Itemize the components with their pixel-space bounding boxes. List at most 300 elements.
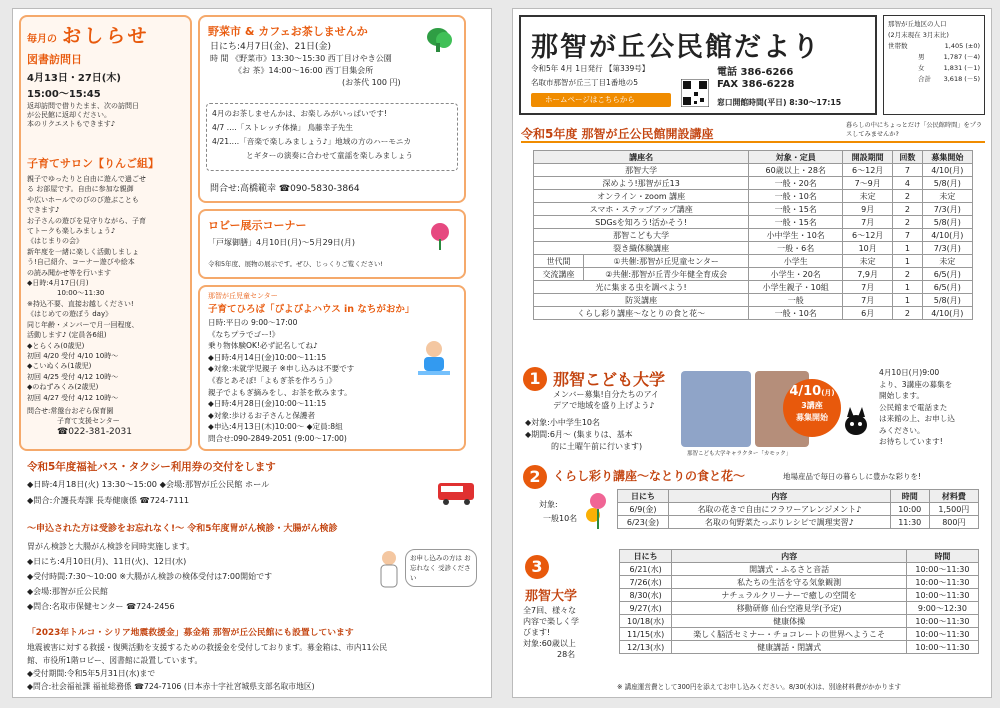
salon-line: 同じ年齢・メンバーで月一回程度、 [27, 320, 139, 329]
nachi-content: 私たちの生活を守る気象観測 [672, 576, 907, 589]
course-start: 7/3(月) [922, 242, 972, 255]
lobby-line2: 令和5年度、展物の展示です。ぜひ、じっくりご覧ください! [208, 260, 383, 268]
nachi-section [521, 545, 985, 695]
courses-table [533, 150, 973, 320]
course-count: 1 [893, 255, 922, 268]
nachi-time: 10:00～11:30 [906, 615, 978, 628]
population-row [888, 41, 980, 52]
nachi-row [620, 563, 979, 576]
kurashi-body [618, 503, 979, 529]
nachi-time: 10:00～11:30 [906, 576, 978, 589]
kurashi-col-time: 時間 [890, 490, 929, 503]
kurashi-header-row [618, 490, 979, 503]
nachi-content: 健康体操 [672, 615, 907, 628]
course-start: 4/10(月) [922, 307, 972, 320]
kurashi-col-fee: 材料費 [929, 490, 978, 503]
course-name: 深めよう!那智が丘13 [534, 177, 749, 190]
courses-body [534, 164, 973, 320]
kurashi-content: 名取の旬野菜たっぷりレシピで調理実習♪ [668, 516, 890, 529]
salon-lines [27, 174, 192, 437]
kodomo-info-line: お待ちしています! [879, 437, 943, 446]
flower-icon [426, 221, 454, 251]
course-target: 小学生親子・10組 [749, 281, 843, 294]
badge-line1: 3講座 [801, 401, 823, 410]
course-start: 未定 [922, 190, 972, 203]
course-row [534, 268, 973, 281]
market-contact: 問合せ:高橋範幸 ☎090-5830-3864 [210, 184, 360, 194]
courses-title: 令和5年度 那智が丘公民館開設講座 [521, 127, 714, 141]
kurashi-target2: 一般10名 [543, 514, 578, 523]
market-fee: (お茶代 100 円) [342, 78, 401, 87]
course-period: 9月 [843, 203, 893, 216]
masthead-tel: 電話 386-6266 [717, 67, 794, 78]
nachi-col-date: 日にち [620, 550, 672, 563]
salon-line: 初回 4/25 受付 4/12 10時～ [27, 372, 119, 381]
population-label: 世帯数 [888, 42, 908, 50]
nachi-date: 6/21(水) [620, 563, 672, 576]
nachi-line: びます! [523, 628, 551, 637]
kurashi-number: 2 [523, 465, 547, 489]
course-count: 1 [893, 242, 922, 255]
population-title: 那智が丘地区の人口 [888, 20, 947, 28]
nachi-body [620, 563, 979, 654]
course-group: 交流講座 [534, 268, 584, 281]
kurashi-date: 6/23(金) [618, 516, 669, 529]
vegetable-icon [424, 23, 456, 53]
salon-line: ◆こいぬくみ(1歳児) [27, 362, 92, 371]
course-count: 7 [893, 229, 922, 242]
kurashi-target: 対象: [539, 500, 558, 509]
course-name: 那智大学 [534, 164, 749, 177]
course-start: 未定 [922, 255, 972, 268]
course-name: 光に集まる虫を調べよう! [534, 281, 749, 294]
salon-section [27, 155, 192, 437]
kurashi-col-content: 内容 [668, 490, 890, 503]
library-title: 図書訪問日 [27, 53, 82, 66]
course-count: 1 [893, 294, 922, 307]
salon-line: ◆のねずみくみ(2歳児) [27, 383, 99, 392]
nachi-number: 3 [525, 555, 549, 579]
kodomo-period: ◆期間:6月～ (集まりは、基本 [525, 430, 633, 439]
course-start: 4/10(月) [922, 164, 972, 177]
kurashi-table [617, 489, 979, 529]
course-count: 1 [893, 281, 922, 294]
kodomo-line: デアで地域を盛り上げよう♪ [553, 401, 655, 410]
salon-line: 《はじまりの会》 [27, 237, 83, 246]
library-line: が公民館に返却ください。 [27, 111, 111, 119]
kodomo-info [879, 367, 985, 448]
course-row [534, 307, 973, 320]
kurashi-title: くらし彩り講座～なとりの食と花～ [553, 469, 746, 483]
nachi-date: 11/15(水) [620, 628, 672, 641]
nachi-title: 那智大学 [525, 589, 578, 604]
course-period: 7月 [843, 281, 893, 294]
library-line: 返却訪問で借りたまま、次の訪問日 [27, 102, 139, 110]
bus-line2: ◆問合:介護長寿課 長寿健康係 ☎724-7111 [27, 495, 190, 505]
col-start: 募集開始 [922, 151, 972, 164]
header-big: おしらせ [62, 25, 150, 47]
flower-vegetable-icon [583, 491, 613, 531]
course-name: くらし彩り講座～なとりの食と花～ [534, 307, 749, 320]
pyonpyon-sub: 那智が丘児童センター [208, 292, 278, 300]
course-count: 2 [893, 216, 922, 229]
kodomo-info-line: みください。 [879, 425, 925, 435]
pyonpyon-line: 日時:平日の 9:00～17:00 [208, 318, 298, 327]
market-title: 野菜市 & カフェお茶しませんか [208, 25, 368, 38]
salon-line: や広いホールでのびのび遊ぶことも [27, 195, 139, 204]
kurashi-time: 11:30 [890, 516, 929, 529]
lobby-line1: 「戸塚御膳」4月10日(月)～5月29日(月) [208, 238, 356, 247]
nachi-content: 開講式・ふるさと音話 [672, 563, 907, 576]
course-target: 一般・10名 [749, 307, 843, 320]
course-row [534, 164, 973, 177]
salon-line: ◆とらくみ(0歳児) [27, 341, 85, 350]
left-page [12, 8, 492, 698]
pyonpyon-line: 《春とあそぼ!「よもぎ茶を作ろう」》 [208, 375, 337, 385]
kurashi-row [618, 516, 979, 529]
course-row [534, 294, 973, 307]
salon-line: 初回 4/27 受付 4/12 10時～ [27, 393, 119, 402]
course-target: 一般・10名 [749, 190, 843, 203]
nachi-content: ナチュラルクリーナーで癒しの空間を [672, 589, 907, 602]
nachi-date: 7/26(水) [620, 576, 672, 589]
market-date: 日にち:4月7日(金)、21日(金) [210, 42, 331, 52]
course-target: 小学生・20名 [749, 268, 843, 281]
course-period: 7月 [843, 294, 893, 307]
library-line: 本のリクエストもできます♪ [27, 120, 116, 128]
kodomo-info-line: より、3講座の募集を [879, 379, 953, 389]
relief-line: ◆問合:社会福祉課 福祉総務係 ☎724-7106 (日本赤十字社宮城県支部名取市地区) [27, 682, 315, 691]
kodomo-photo [681, 371, 751, 447]
col-period: 開設期間 [843, 151, 893, 164]
course-count: 2 [893, 190, 922, 203]
nurse-icon [377, 549, 401, 589]
course-name: スマホ・ステップアップ講座 [534, 203, 749, 216]
cancer-line: ◆問合:名取市保健センター ☎724-2456 [27, 602, 175, 611]
pyonpyon-line: ◆日時:4月28日(金)10:00～11:15 [208, 399, 327, 409]
cancer-line: ◆日にち:4月10日(月)、11日(火)、12日(水) [27, 557, 187, 566]
nachi-row [620, 589, 979, 602]
masthead [519, 15, 877, 115]
course-target: 一般・20名 [749, 177, 843, 190]
salon-line: 初回 4/20 受付 4/10 10時～ [27, 351, 119, 360]
masthead-address: 名取市那智が丘三丁目1番地の5 [531, 78, 639, 87]
nachi-header-row [620, 550, 979, 563]
course-count: 2 [893, 203, 922, 216]
population-value: 1,787 (－4) [943, 53, 980, 61]
relief-panel [19, 625, 481, 695]
salon-line: てトークも楽しみましょう♪ [27, 227, 116, 236]
badge-line2: 募集開始 [796, 413, 828, 422]
market-panel [198, 15, 466, 203]
course-group: 世代間 [534, 255, 584, 268]
course-row [534, 242, 973, 255]
kodomo-target: ◆対象:小中学生10名 [525, 418, 601, 427]
salon-line: ◆日時:4月17日(月) [27, 279, 89, 288]
header-small: 毎月の [27, 34, 57, 45]
lobby-panel [198, 209, 466, 279]
pyonpyon-line: ◆日時:4月14日(金)10:00～11:15 [208, 352, 327, 362]
badge-date-text: 4/10 [789, 384, 822, 399]
course-period: 6月 [843, 307, 893, 320]
salon-line: う!自己紹介、コーナー遊びや絵本 [27, 258, 135, 267]
kurashi-fee: 800円 [929, 516, 978, 529]
nachi-date: 9/27(水) [620, 602, 672, 615]
course-row [534, 203, 973, 216]
cancer-line: ◆会場:那智が丘公民館 [27, 587, 108, 596]
course-start: 7/3(月) [922, 203, 972, 216]
nachi-time: 10:00～11:30 [906, 628, 978, 641]
library-time: 15:00～15:45 [27, 89, 101, 100]
kurashi-section [521, 463, 985, 541]
salon-line: できます♪ [27, 206, 60, 215]
population-row [888, 63, 980, 74]
nachi-col-content: 内容 [672, 550, 907, 563]
nachi-content: 健康講話・閉講式 [672, 641, 907, 654]
cancer-line: ◆受付時間:7:30～10:00 ※大腸がん検診の検体受付は7:00開始です [27, 572, 273, 581]
salon-title: 子育てサロン【りんご組】 [27, 157, 159, 170]
population-value: 1,831 (－1) [943, 64, 980, 72]
pyonpyon-title: 子育てひろば「ぴよぴよハウス in なちがおか」 [208, 304, 415, 315]
kodomo-desc [553, 389, 659, 411]
nachi-date: 12/13(水) [620, 641, 672, 654]
cancer-bubble: お申し込みの方は お忘れなく 受診ください [405, 549, 477, 587]
pyonpyon-line: 問合せ:090-2849-2051 (9:00～17:00) [208, 433, 347, 443]
course-target: 小学生 [749, 255, 843, 268]
courses-aside: 暮らしの中にちょっとだけ「公民館時間」をプラスしてみませんか? [846, 122, 983, 138]
course-target: 一般・6名 [749, 242, 843, 255]
oshirase-header [27, 21, 150, 48]
cancer-lines [27, 539, 272, 614]
course-start: 6/5(月) [922, 268, 972, 281]
salon-line: 問合せ:常盤台おぞら保育園 [27, 406, 114, 415]
course-name: ①共催:那智が丘児童センター [584, 255, 749, 268]
population-box [883, 15, 985, 115]
qr-code-icon[interactable] [681, 79, 709, 107]
salon-line: 親子でゆったりと自由に遊んで過ごせ [27, 175, 146, 183]
library-notes [27, 102, 187, 129]
nachi-time: 9:00～12:30 [906, 602, 978, 615]
course-start: 6/5(月) [922, 281, 972, 294]
course-count: 7 [893, 164, 922, 177]
pyonpyon-line: 《なちプラでゴー!》 [208, 329, 280, 339]
course-row [534, 177, 973, 190]
salon-line: の読み聞かせ等を行います [27, 268, 111, 277]
cancer-panel [19, 521, 481, 625]
market-note: 4/21‥‥「音楽で楽しみましょう♪」地域の方のハーモニカ [212, 137, 412, 146]
nachi-row [620, 641, 979, 654]
kodomo-info-line: 4月10日(月)9:00 [879, 368, 940, 377]
pyonpyon-line: ◆対象:歩けるお子さんと保護者 [208, 410, 316, 420]
kodomo-section [521, 365, 985, 461]
kodomo-caption: 那智こども大学キャラクター「カモック」 [687, 451, 792, 457]
kamokku-mascot-icon [841, 405, 871, 437]
course-target: 一般・15名 [749, 216, 843, 229]
population-label: 合計 [918, 75, 931, 83]
relief-line: ◆受付期間:令和5年5月31日(水)まで [27, 669, 156, 678]
population-value: 1,405 (±0) [944, 42, 980, 50]
nachi-col-time: 時間 [906, 550, 978, 563]
salon-line: 活動します♪ (定員各6組) [27, 331, 107, 340]
nachi-time: 10:00～11:30 [906, 589, 978, 602]
lobby-title: ロビー展示コーナー [208, 219, 307, 232]
course-row [534, 216, 973, 229]
nachi-content: 移動研修 仙台空港見学(予定) [672, 602, 907, 615]
course-period: 7,9月 [843, 268, 893, 281]
kodomo-title: 那智こども大学 [553, 370, 666, 389]
kodomo-number: 1 [523, 367, 547, 391]
salon-line: る お部屋です。自由に参加な親御 [27, 185, 134, 194]
course-target: 一般・15名 [749, 203, 843, 216]
course-count: 2 [893, 268, 922, 281]
population-label: 男 [918, 53, 925, 61]
course-period: 6～12月 [843, 229, 893, 242]
course-name: ②共催:那智が丘青少年健全育成会 [584, 268, 749, 281]
nachi-line: 対象:60歳以上 [523, 639, 576, 648]
kodomo-info-line: 開始します。 [879, 391, 924, 400]
bus-icon [437, 481, 477, 507]
nachi-desc [523, 605, 579, 660]
child-illustration [414, 337, 454, 377]
masthead-hours: 窓口開館時間(平日) 8:30～17:15 [717, 98, 842, 107]
pyonpyon-panel [198, 285, 466, 451]
kurashi-fee: 1,500円 [929, 503, 978, 516]
course-start: 5/8(月) [922, 294, 972, 307]
nachi-content: 楽しく脳活セミナー・チョコレートの世界へようこそ [672, 628, 907, 641]
salon-line: 子育て支援センター [57, 417, 120, 426]
course-row [534, 281, 973, 294]
pyonpyon-line: ◆申込:4月13日(木)10:00～ ◆定員:8組 [208, 422, 343, 432]
course-row [534, 229, 973, 242]
masthead-title: 那智が丘公民館だより [531, 32, 821, 63]
course-name: SDGsを知ろう!活かそう! [534, 216, 749, 229]
course-name: 防災講座 [534, 294, 749, 307]
badge-date [783, 385, 841, 400]
course-count: 4 [893, 177, 922, 190]
market-time1: 時 間 《野菜市》13:30～15:30 西丁目けやき公園 [210, 54, 392, 63]
market-note: 4/7 ‥‥「ストレッチ体操」 鳥藤幸子先生 [212, 123, 354, 132]
library-dates: 4月13日・27日(木) [27, 73, 121, 84]
pyonpyon-line: 乗り物体験OK!必ず記名してね♪ [208, 341, 318, 351]
market-notes [206, 103, 458, 171]
market-note: とギターの演奏に合わせて童謡を楽しみましょう [246, 151, 413, 160]
pyonpyon-lines [208, 317, 354, 445]
cancer-line: 胃がん検診と大腸がん検診を同時実施します。 [27, 542, 195, 551]
course-period: 7月 [843, 216, 893, 229]
course-count: 2 [893, 307, 922, 320]
salon-line: 《はじめての遊ぼう day》 [27, 310, 113, 319]
kurashi-tag: 地場産品で毎日の暮らしに豊かな彩りを! [783, 472, 922, 481]
course-name: オンライン・zoom 講座 [534, 190, 749, 203]
kodomo-line: メンバー募集!自分たちのアイ [553, 390, 659, 399]
course-start: 4/10(月) [922, 229, 972, 242]
bus-title: 令和5年度福祉バス・タクシー利用券の交付をします [27, 461, 276, 473]
cancer-title: ～申込された方は受診をお忘れなく!～ 令和5年度胃がん検診・大腸がん検診 [27, 524, 338, 534]
course-start: 5/8(月) [922, 177, 972, 190]
kurashi-time: 10:00 [890, 503, 929, 516]
course-period: 未定 [843, 255, 893, 268]
course-period: 未定 [843, 190, 893, 203]
kodomo-info-line: 公民館まで電話また [879, 402, 948, 412]
courses-header-row [534, 151, 973, 164]
right-page [512, 8, 992, 698]
relief-line: 館、市役所1階ロビー、図書館に設置しています。 [27, 656, 203, 665]
nachi-line: 内容で楽しく学 [523, 617, 579, 626]
kurashi-date: 6/9(金) [618, 503, 669, 516]
masthead-issue: 令和5年 4月 1日発行 【第339号】 [531, 64, 650, 73]
kodomo-badge [783, 379, 841, 437]
courses-heading [521, 123, 985, 143]
salon-line: ※持込不要、直接お越しください! [27, 299, 134, 308]
homepage-link[interactable]: ホームページはこちらから [531, 93, 671, 107]
col-target: 対象・定員 [749, 151, 843, 164]
pyonpyon-line: ◆対象:未就学児親子 ※申し込みは不要です [208, 364, 355, 374]
nachi-row [620, 628, 979, 641]
kurashi-col-date: 日にち [618, 490, 669, 503]
population-row [888, 52, 980, 63]
population-sub: (2月末現在 3月末比) [888, 31, 949, 39]
nachi-date: 8/30(水) [620, 589, 672, 602]
col-count: 回数 [893, 151, 922, 164]
course-target: 一般 [749, 294, 843, 307]
kurashi-row [618, 503, 979, 516]
nachi-row [620, 615, 979, 628]
pyonpyon-line: 親子でよもぎ摘みをし、お茶を飲みます。 [208, 387, 352, 397]
population-label: 女 [918, 64, 925, 72]
course-row [534, 255, 973, 268]
salon-line: お子さんの遊びを見守りながら、子育 [27, 216, 146, 225]
nachi-footnote: ※ 講座運営費として300円を添えてお申し込みください。8/30(水)は、別途材料費がかかります [617, 683, 902, 691]
course-name: 裂き織体験講座 [534, 242, 749, 255]
salon-line: ☎022-381-2031 [57, 426, 132, 437]
nachi-line: 28名 [557, 650, 576, 659]
market-time2: 《お 茶》14:00～16:00 西丁目集会所 [234, 66, 374, 75]
course-name: 那智こども大学 [534, 229, 749, 242]
library-section [27, 51, 187, 129]
course-row [534, 190, 973, 203]
course-target: 60歳以上・28名 [749, 164, 843, 177]
population-row [888, 74, 980, 85]
oshirase-panel [19, 15, 192, 451]
nachi-date: 10/18(水) [620, 615, 672, 628]
relief-title: 「2023年トルコ・シリア地震救援金」募金箱 那智が丘公民館にも設置しています [27, 628, 354, 638]
salon-line: 10:00～11:30 [57, 289, 105, 298]
nachi-row [620, 576, 979, 589]
relief-lines [27, 641, 387, 693]
badge-day-text: (月) [821, 389, 835, 397]
course-period: 10月 [843, 242, 893, 255]
kodomo-info-line: は来館の上、お申し込 [879, 414, 955, 423]
salon-line: 新年度を一緒に楽しく活動しましょ [27, 247, 139, 256]
masthead-fax: FAX 386-6228 [717, 79, 795, 90]
course-period: 6～12月 [843, 164, 893, 177]
course-start: 5/8(月) [922, 216, 972, 229]
course-period: 7～9月 [843, 177, 893, 190]
kodomo-period2: 的に土曜午前に行います) [551, 442, 643, 451]
relief-line: 地震被害に対する救援・復興活動を支援するための救援金を受付しております。募金箱は、市内11公民 [27, 643, 388, 652]
market-note: 4月のお茶しませんかは、お楽しみがいっぱいです! [212, 109, 387, 118]
nachi-time: 10:00～11:30 [906, 641, 978, 654]
nachi-time: 10:00～11:30 [906, 563, 978, 576]
col-course: 講座名 [534, 151, 749, 164]
bus-panel [19, 459, 481, 517]
nachi-row [620, 602, 979, 615]
population-value: 3,618 (－5) [943, 75, 980, 83]
kurashi-content: 名取の花きで自由にフラワーアレンジメント♪ [668, 503, 890, 516]
bus-line1: ◆日時:4月18日(火) 13:30～15:00 ◆会場:那智が丘公民館 ホール [27, 479, 270, 489]
nachi-line: 全7回、様々な [523, 606, 577, 615]
market-schedule [210, 41, 401, 89]
